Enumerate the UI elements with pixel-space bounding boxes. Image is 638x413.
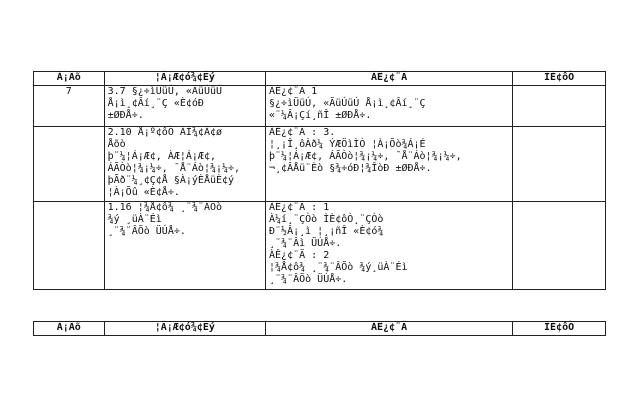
header-learning-standard: ¦Ä¡Æ¢ó¾¢Ëý	[104, 322, 265, 336]
remarks-cell	[513, 202, 606, 290]
standard-cell: 3.7 §¿÷ìÜüÚ, «ÃüÚüÚ Å¡ì¸¢Âí¸¨Ç «È¢óÐ ±ØÐÅ÷.	[104, 86, 265, 127]
standard-cell: 1.16 ¦¾Å¢ô¾ ¸¨¾¨ÂÕò ¾ý ¸üÀ¨Éì ¸¨¾¨ÂÕò ÜÚÅ÷.	[104, 202, 265, 290]
header-level: ÀÊ¿¢¨Ä	[266, 72, 513, 86]
standard-cell: 2.10 Å¡º¢ôÒ ÀÌ¾¢Â¢ø Åõò þ¨¼¦Á¡Æ¢, ÀÆ¦Á¡Æ¢, ÁÃÒò¦¾¡¼÷, ¯Å¨Áò¦¾¡¼÷, þÃð¨¼¸¢Ç¢Å §À¡ýÈÅüÈ¢ý ¦À¡Õû «È¢Å÷.	[104, 127, 265, 202]
level-cell: ÀÊ¿¢¨Ä : 1 À¼í¸¨ÇÒò ÌÈ¢ôÒ¸¨ÇÒò Ð¨½Â¡¸ì ¦¸¡ñÎ «È¢ó¾ ¸¨¾¨Âì ÜÚÅ÷. ÀÊ¿¢¨Ä : 2 ¦¾Å¢ô¾ ¸¨¾¨ÂÕò ¾ý¸üÀ¨Éì ¸¨¾¨ÂÕò ÜÚÅ÷.	[266, 202, 513, 290]
table-row	[34, 202, 606, 290]
header-remarks: ÌÈ¢ôÒ	[513, 322, 606, 336]
table-row	[34, 127, 606, 202]
remarks-cell	[513, 86, 606, 127]
row-number: 7	[34, 86, 105, 127]
header-remarks: ÌÈ¢ôÒ	[513, 72, 606, 86]
remarks-cell	[513, 127, 606, 202]
header-level: ÀÊ¿¢¨Ä	[266, 322, 513, 336]
next-page-table-header	[33, 321, 606, 336]
table-row	[34, 86, 606, 127]
level-cell: ÀÊ¿¢¨Ä 1 §¿÷ìÜüÚ, «ÃüÚüÚ Å¡ì¸¢Âí¸¨Ç «¨¼Â¡Çí¸ñÎ ±ØÐÅ÷.	[266, 86, 513, 127]
table-header-row	[34, 72, 606, 86]
content-table	[33, 71, 606, 290]
header-week: À¡Ãõ	[34, 72, 105, 86]
row-number	[34, 202, 105, 290]
table-header-row	[34, 322, 606, 336]
header-week: À¡Ãõ	[34, 322, 105, 336]
header-learning-standard: ¦Ä¡Æ¢ó¾¢Ëý	[104, 72, 265, 86]
row-number	[34, 127, 105, 202]
level-cell: ÀÊ¿¢¨Ä : 3. ¦¸¡Î¸ôÀð¼ ÝÆÖìÌÒ ¦À¡Õò¾Á¡É þ¨¼¦Á¡Æ¢, ÁÃÒò¦¾¡¼÷, ¯Å¨Áò¦¾¡¼÷, ¬¸¢ÂÅü¨Èò §¾÷óÐ¦¾ÎòÐ ±ØÐÅ÷.	[266, 127, 513, 202]
